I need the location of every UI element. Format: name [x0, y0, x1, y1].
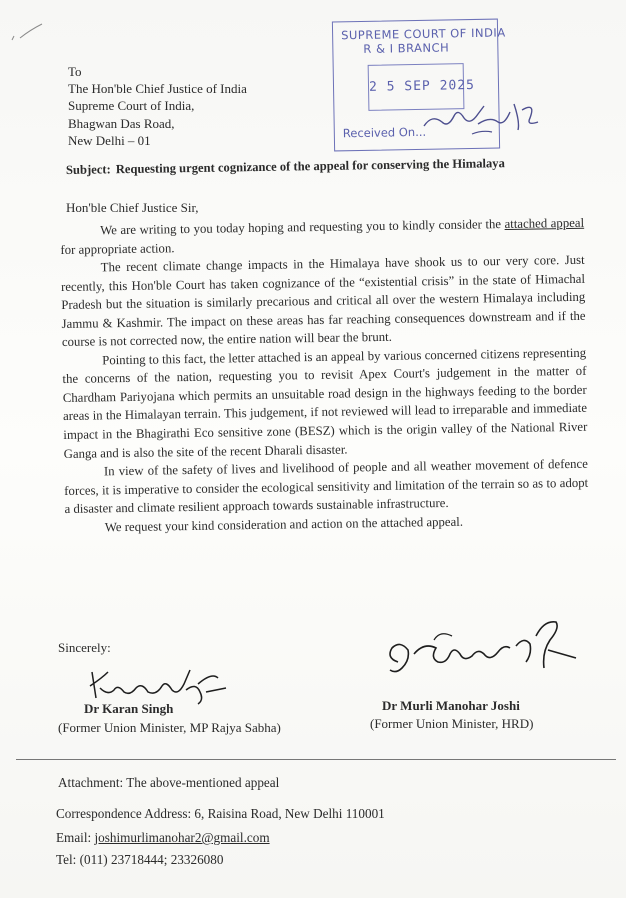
addressee-line-1: The Hon'ble Chief Justice of India [68, 81, 247, 97]
attachment-label: Attachment: [58, 775, 124, 790]
letter-body [60, 214, 589, 537]
subject-label: Subject: [65, 162, 111, 177]
signature-murli-manohar-joshi-icon [380, 618, 580, 684]
stamp-branch: R & I BRANCH [363, 40, 450, 56]
addressee-line-4: New Delhi – 01 [68, 132, 151, 148]
stamp-handwritten-initials-icon [418, 96, 548, 140]
attachment-text: The above-mentioned appeal [126, 775, 280, 790]
signatory-2-name: Dr Murli Manohar Joshi [382, 698, 520, 713]
email-address: joshimurlimanohar2@gmail.com [94, 830, 270, 845]
footer-divider [16, 759, 616, 760]
body-paragraph-5: We request your kind consideration and action on the attached appeal. [104, 514, 464, 535]
subject-text: Requesting urgent cognizance of the appeal for conserving the Himalaya [115, 156, 505, 177]
addressee-to: To [68, 64, 82, 79]
stamp-received-on: Received On... [342, 124, 427, 141]
body-paragraph-3: Pointing to this fact, the letter attached is an appeal by various concerned citizens representing the concerns of the nation, requesting you to revisit Apex Court's judgement in the matter of Chardham Pariyojana which permits an unsuitable road design in the highways feeding to the border areas in the Himalayan terrain. This judgement, if not reviewed will lead to irreparable and immediate impact in the Bhagirathi Eco sensitive zone (BESZ) which is the origin valley of the National River Ganga and is also the site of the recent Dharali disaster. [62, 345, 588, 461]
addressee-line-3: Bhagwan Das Road, [68, 115, 175, 131]
stamp-court-name: SUPREME COURT OF INDIA [340, 25, 506, 43]
email-label: Email: [56, 830, 92, 845]
signatory-1-role: (Former Union Minister, MP Rajya Sabha) [58, 720, 281, 735]
attached-appeal-reference: attached appeal [504, 215, 585, 232]
email-line [56, 830, 270, 846]
corner-pen-mark-icon [10, 22, 44, 44]
correspondence-address: Correspondence Address: 6, Raisina Road, New Delhi 110001 [56, 806, 385, 821]
signature-karan-singh-icon [86, 662, 236, 706]
signatory-1-name: Dr Karan Singh [84, 701, 174, 716]
closing: Sincerely: [58, 640, 111, 655]
addressee-line-2: Supreme Court of India, [68, 98, 195, 114]
body-paragraph-2: The recent climate change impacts in the Himalaya have shook us to our very core. Just recently, this Hon'ble Court has taken cognizance of the “existential crisis” in the state of Himachal Pradesh but the situation is similarly precarious and critical all over the western Himalaya including Jammu & Kashmir. The impact on these areas has far reaching consequences downstream and if the course is not corrected now, the entire nation will bear the brunt. [60, 252, 586, 350]
stamp-date: 2 5 SEP 2025 [368, 63, 465, 111]
salutation: Hon'ble Chief Justice Sir, [66, 200, 199, 215]
addressee-block [68, 63, 247, 149]
subject-line [66, 156, 505, 178]
body-paragraph-1: We are writing to you today hoping and requesting you to kindly consider the attached appeal for appropriate action. [60, 215, 585, 257]
telephone-line: Tel: (011) 23718444; 23326080 [56, 852, 224, 867]
body-paragraph-4: In view of the safety of lives and livelihood of people and all weather movement of defence forces, it is imperative to consider the ecological sensitivity and limitation of the terrain so as to adopt a disaster and climate resilient approach towards sustainable infrastructure. [64, 456, 589, 517]
signatory-2-role: (Former Union Minister, HRD) [370, 716, 534, 731]
attachment-line [58, 775, 279, 791]
